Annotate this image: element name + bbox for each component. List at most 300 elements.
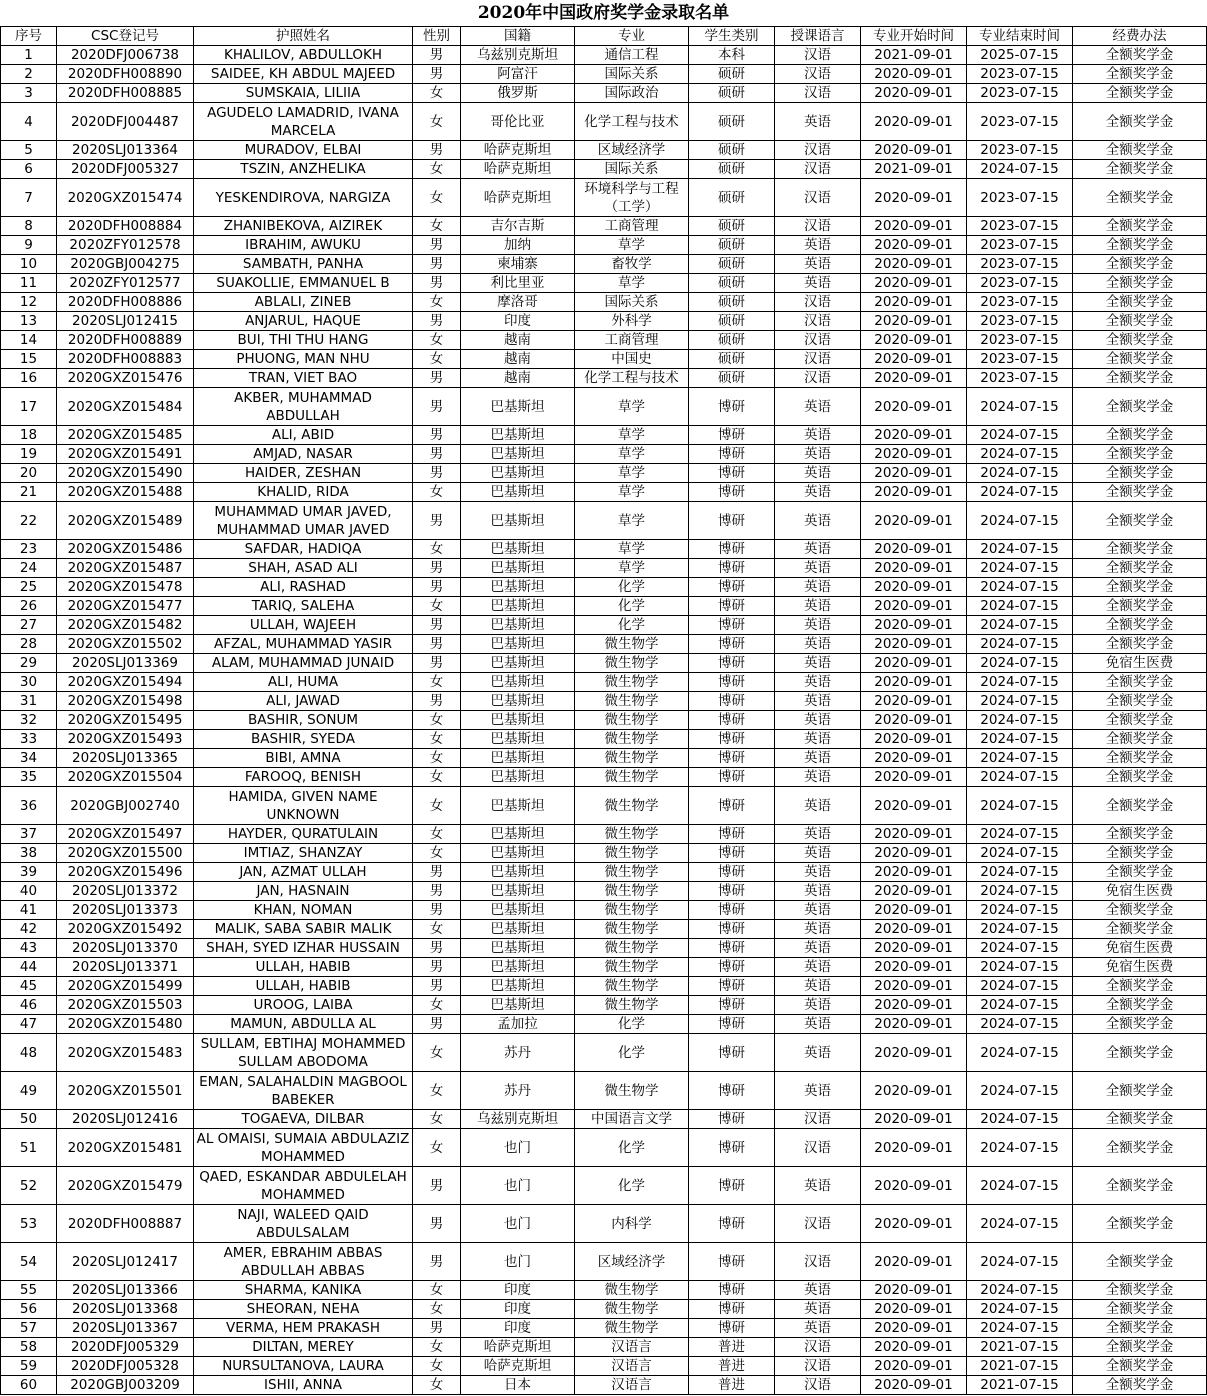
col-major-cell: 化学工程与技术 — [575, 103, 689, 141]
col-nationality-cell: 巴基斯坦 — [461, 388, 575, 426]
col-start-date-cell: 2020-09-01 — [861, 1072, 967, 1110]
col-nationality-cell: 越南 — [461, 331, 575, 350]
col-funding-cell: 全额奖学金 — [1073, 46, 1207, 65]
col-index-cell: 11 — [1, 274, 57, 293]
col-passport-name-cell: NURSULTANOVA, LAURA — [194, 1357, 413, 1376]
col-passport-name-cell: SAMBATH, PANHA — [194, 255, 413, 274]
col-funding-cell: 全额奖学金 — [1073, 996, 1207, 1015]
col-end-date-cell: 2024-07-15 — [967, 1281, 1073, 1300]
col-student-type-cell: 硕研 — [689, 236, 775, 255]
col-gender-cell: 女 — [413, 217, 461, 236]
table-row — [1, 103, 1207, 141]
col-end-date-cell: 2021-07-15 — [967, 1376, 1073, 1395]
col-student-type-cell: 博研 — [689, 1243, 775, 1281]
col-major-cell: 微生物学 — [575, 977, 689, 996]
col-index-cell: 49 — [1, 1072, 57, 1110]
col-csc-id-cell: 2020DFH008890 — [57, 65, 194, 84]
col-index-cell: 30 — [1, 673, 57, 692]
col-funding-cell: 免宿生医费 — [1073, 958, 1207, 977]
col-student-type-cell: 博研 — [689, 635, 775, 654]
col-student-type-cell: 博研 — [689, 920, 775, 939]
col-gender-cell: 男 — [413, 635, 461, 654]
col-start-date-cell: 2020-09-01 — [861, 977, 967, 996]
col-index-cell: 42 — [1, 920, 57, 939]
col-csc-id-cell: 2020GXZ015484 — [57, 388, 194, 426]
col-index-cell: 1 — [1, 46, 57, 65]
col-start-date-cell: 2020-09-01 — [861, 1338, 967, 1357]
col-csc-id-cell: 2020SLJ012416 — [57, 1110, 194, 1129]
col-index-cell: 18 — [1, 426, 57, 445]
col-passport-name-cell: SHAH, ASAD ALI — [194, 559, 413, 578]
col-csc-id-cell: 2020SLJ013373 — [57, 901, 194, 920]
header-col-language: 授课语言 — [775, 27, 861, 46]
col-csc-id-cell: 2020DFJ005329 — [57, 1338, 194, 1357]
col-language-cell: 英语 — [775, 578, 861, 597]
header-col-end-date: 专业结束时间 — [967, 27, 1073, 46]
col-funding-cell: 全额奖学金 — [1073, 84, 1207, 103]
col-index-cell: 26 — [1, 597, 57, 616]
col-funding-cell: 全额奖学金 — [1073, 217, 1207, 236]
col-csc-id-cell: 2020DFH008884 — [57, 217, 194, 236]
col-funding-cell: 全额奖学金 — [1073, 369, 1207, 388]
col-student-type-cell: 博研 — [689, 901, 775, 920]
col-nationality-cell: 阿富汗 — [461, 65, 575, 84]
col-nationality-cell: 巴基斯坦 — [461, 711, 575, 730]
table-row — [1, 1034, 1207, 1072]
col-end-date-cell: 2024-07-15 — [967, 1300, 1073, 1319]
col-gender-cell: 男 — [413, 369, 461, 388]
col-gender-cell: 女 — [413, 160, 461, 179]
col-gender-cell: 女 — [413, 1338, 461, 1357]
col-student-type-cell: 博研 — [689, 882, 775, 901]
col-funding-cell: 全额奖学金 — [1073, 141, 1207, 160]
col-passport-name-cell: ULLAH, WAJEEH — [194, 616, 413, 635]
table-row — [1, 711, 1207, 730]
table-row — [1, 84, 1207, 103]
col-end-date-cell: 2024-07-15 — [967, 483, 1073, 502]
col-funding-cell: 全额奖学金 — [1073, 350, 1207, 369]
col-student-type-cell: 博研 — [689, 445, 775, 464]
col-funding-cell: 全额奖学金 — [1073, 464, 1207, 483]
col-major-cell: 国际关系 — [575, 160, 689, 179]
col-funding-cell: 全额奖学金 — [1073, 540, 1207, 559]
col-passport-name-cell: AKBER, MUHAMMAD ABDULLAH — [194, 388, 413, 426]
col-student-type-cell: 博研 — [689, 1205, 775, 1243]
col-csc-id-cell: 2020SLJ013365 — [57, 749, 194, 768]
col-major-cell: 微生物学 — [575, 749, 689, 768]
col-start-date-cell: 2021-09-01 — [861, 46, 967, 65]
col-csc-id-cell: 2020ZFY012578 — [57, 236, 194, 255]
col-nationality-cell: 俄罗斯 — [461, 84, 575, 103]
col-nationality-cell: 加纳 — [461, 236, 575, 255]
col-index-cell: 39 — [1, 863, 57, 882]
table-row — [1, 939, 1207, 958]
col-gender-cell: 女 — [413, 350, 461, 369]
col-nationality-cell: 摩洛哥 — [461, 293, 575, 312]
col-gender-cell: 男 — [413, 274, 461, 293]
col-funding-cell: 全额奖学金 — [1073, 1281, 1207, 1300]
col-language-cell: 汉语 — [775, 179, 861, 217]
col-passport-name-cell: SUAKOLLIE, EMMANUEL B — [194, 274, 413, 293]
col-passport-name-cell: MURADOV, ELBAI — [194, 141, 413, 160]
col-csc-id-cell: 2020GXZ015477 — [57, 597, 194, 616]
col-csc-id-cell: 2020GXZ015498 — [57, 692, 194, 711]
col-gender-cell: 男 — [413, 863, 461, 882]
col-end-date-cell: 2023-07-15 — [967, 312, 1073, 331]
col-funding-cell: 全额奖学金 — [1073, 1300, 1207, 1319]
header-col-major: 专业 — [575, 27, 689, 46]
header-col-index: 序号 — [1, 27, 57, 46]
col-funding-cell: 全额奖学金 — [1073, 426, 1207, 445]
col-start-date-cell: 2020-09-01 — [861, 65, 967, 84]
col-major-cell: 草学 — [575, 502, 689, 540]
table-row — [1, 236, 1207, 255]
col-index-cell: 37 — [1, 825, 57, 844]
col-end-date-cell: 2024-07-15 — [967, 1015, 1073, 1034]
table-row — [1, 426, 1207, 445]
col-student-type-cell: 博研 — [689, 578, 775, 597]
table-row — [1, 730, 1207, 749]
col-nationality-cell: 巴基斯坦 — [461, 502, 575, 540]
col-end-date-cell: 2024-07-15 — [967, 464, 1073, 483]
col-start-date-cell: 2020-09-01 — [861, 844, 967, 863]
col-language-cell: 英语 — [775, 996, 861, 1015]
col-language-cell: 英语 — [775, 1034, 861, 1072]
col-nationality-cell: 巴基斯坦 — [461, 844, 575, 863]
col-start-date-cell: 2020-09-01 — [861, 1357, 967, 1376]
col-funding-cell: 全额奖学金 — [1073, 1110, 1207, 1129]
col-gender-cell: 女 — [413, 1072, 461, 1110]
col-language-cell: 汉语 — [775, 160, 861, 179]
col-passport-name-cell: ULLAH, HABIB — [194, 977, 413, 996]
col-start-date-cell: 2020-09-01 — [861, 673, 967, 692]
col-student-type-cell: 博研 — [689, 787, 775, 825]
col-index-cell: 36 — [1, 787, 57, 825]
col-student-type-cell: 博研 — [689, 996, 775, 1015]
col-end-date-cell: 2023-07-15 — [967, 141, 1073, 160]
col-csc-id-cell: 2020SLJ012417 — [57, 1243, 194, 1281]
col-student-type-cell: 博研 — [689, 673, 775, 692]
table-row — [1, 1205, 1207, 1243]
col-start-date-cell: 2020-09-01 — [861, 350, 967, 369]
col-index-cell: 56 — [1, 1300, 57, 1319]
col-major-cell: 草学 — [575, 559, 689, 578]
table-row — [1, 331, 1207, 350]
col-funding-cell: 免宿生医费 — [1073, 654, 1207, 673]
col-index-cell: 25 — [1, 578, 57, 597]
col-csc-id-cell: 2020DFH008887 — [57, 1205, 194, 1243]
col-end-date-cell: 2024-07-15 — [967, 1167, 1073, 1205]
col-start-date-cell: 2020-09-01 — [861, 863, 967, 882]
col-gender-cell: 女 — [413, 540, 461, 559]
col-nationality-cell: 哈萨克斯坦 — [461, 141, 575, 160]
col-language-cell: 英语 — [775, 977, 861, 996]
table-row — [1, 1015, 1207, 1034]
col-nationality-cell: 巴基斯坦 — [461, 787, 575, 825]
col-student-type-cell: 博研 — [689, 464, 775, 483]
col-start-date-cell: 2020-09-01 — [861, 483, 967, 502]
col-start-date-cell: 2020-09-01 — [861, 901, 967, 920]
col-index-cell: 22 — [1, 502, 57, 540]
col-funding-cell: 全额奖学金 — [1073, 1129, 1207, 1167]
col-gender-cell: 男 — [413, 901, 461, 920]
col-csc-id-cell: 2020GBJ002740 — [57, 787, 194, 825]
col-start-date-cell: 2020-09-01 — [861, 1129, 967, 1167]
col-passport-name-cell: YESKENDIROVA, NARGIZA — [194, 179, 413, 217]
col-funding-cell: 全额奖学金 — [1073, 1205, 1207, 1243]
col-gender-cell: 男 — [413, 255, 461, 274]
col-student-type-cell: 博研 — [689, 863, 775, 882]
col-gender-cell: 男 — [413, 1243, 461, 1281]
col-gender-cell: 男 — [413, 1319, 461, 1338]
col-student-type-cell: 博研 — [689, 483, 775, 502]
col-major-cell: 通信工程 — [575, 46, 689, 65]
col-funding-cell: 全额奖学金 — [1073, 597, 1207, 616]
col-nationality-cell: 巴基斯坦 — [461, 616, 575, 635]
table-row — [1, 1072, 1207, 1110]
col-gender-cell: 女 — [413, 1034, 461, 1072]
col-start-date-cell: 2020-09-01 — [861, 540, 967, 559]
col-gender-cell: 女 — [413, 1300, 461, 1319]
col-gender-cell: 男 — [413, 502, 461, 540]
col-language-cell: 英语 — [775, 635, 861, 654]
col-passport-name-cell: DILTAN, MEREY — [194, 1338, 413, 1357]
col-gender-cell: 男 — [413, 882, 461, 901]
table-row — [1, 1338, 1207, 1357]
col-language-cell: 英语 — [775, 103, 861, 141]
col-csc-id-cell: 2020DFJ006738 — [57, 46, 194, 65]
col-index-cell: 35 — [1, 768, 57, 787]
col-start-date-cell: 2020-09-01 — [861, 996, 967, 1015]
col-major-cell: 化学 — [575, 578, 689, 597]
col-csc-id-cell: 2020GXZ015497 — [57, 825, 194, 844]
col-major-cell: 草学 — [575, 483, 689, 502]
col-index-cell: 58 — [1, 1338, 57, 1357]
col-passport-name-cell: AL OMAISI, SUMAIA ABDULAZIZ MOHAMMED — [194, 1129, 413, 1167]
col-passport-name-cell: QAED, ESKANDAR ABDULELAH MOHAMMED — [194, 1167, 413, 1205]
col-nationality-cell: 也门 — [461, 1129, 575, 1167]
col-gender-cell: 男 — [413, 1015, 461, 1034]
col-language-cell: 英语 — [775, 882, 861, 901]
col-student-type-cell: 硕研 — [689, 274, 775, 293]
col-funding-cell: 全额奖学金 — [1073, 1376, 1207, 1395]
col-language-cell: 英语 — [775, 445, 861, 464]
col-funding-cell: 全额奖学金 — [1073, 331, 1207, 350]
col-index-cell: 6 — [1, 160, 57, 179]
col-csc-id-cell: 2020GXZ015480 — [57, 1015, 194, 1034]
col-language-cell: 英语 — [775, 1300, 861, 1319]
col-passport-name-cell: BUI, THI THU HANG — [194, 331, 413, 350]
col-funding-cell: 全额奖学金 — [1073, 825, 1207, 844]
col-major-cell: 草学 — [575, 540, 689, 559]
col-start-date-cell: 2020-09-01 — [861, 616, 967, 635]
col-csc-id-cell: 2020GBJ003209 — [57, 1376, 194, 1395]
col-nationality-cell: 巴基斯坦 — [461, 654, 575, 673]
col-csc-id-cell: 2020GXZ015483 — [57, 1034, 194, 1072]
col-language-cell: 英语 — [775, 768, 861, 787]
col-gender-cell: 女 — [413, 103, 461, 141]
col-index-cell: 40 — [1, 882, 57, 901]
col-index-cell: 23 — [1, 540, 57, 559]
col-student-type-cell: 博研 — [689, 749, 775, 768]
col-student-type-cell: 硕研 — [689, 84, 775, 103]
col-passport-name-cell: NAJI, WALEED QAID ABDULSALAM — [194, 1205, 413, 1243]
col-funding-cell: 全额奖学金 — [1073, 920, 1207, 939]
col-nationality-cell: 乌兹别克斯坦 — [461, 1110, 575, 1129]
table-row — [1, 996, 1207, 1015]
col-language-cell: 汉语 — [775, 312, 861, 331]
col-nationality-cell: 巴基斯坦 — [461, 749, 575, 768]
col-major-cell: 国际政治 — [575, 84, 689, 103]
col-gender-cell: 男 — [413, 65, 461, 84]
col-student-type-cell: 博研 — [689, 939, 775, 958]
col-language-cell: 汉语 — [775, 1129, 861, 1167]
col-index-cell: 13 — [1, 312, 57, 331]
col-index-cell: 55 — [1, 1281, 57, 1300]
col-csc-id-cell: 2020SLJ013364 — [57, 141, 194, 160]
col-start-date-cell: 2020-09-01 — [861, 939, 967, 958]
col-csc-id-cell: 2020DFH008886 — [57, 293, 194, 312]
col-gender-cell: 女 — [413, 920, 461, 939]
table-row — [1, 1281, 1207, 1300]
col-funding-cell: 全额奖学金 — [1073, 1338, 1207, 1357]
col-major-cell: 草学 — [575, 445, 689, 464]
col-end-date-cell: 2024-07-15 — [967, 863, 1073, 882]
col-end-date-cell: 2023-07-15 — [967, 65, 1073, 84]
col-major-cell: 微生物学 — [575, 825, 689, 844]
col-passport-name-cell: ABLALI, ZINEB — [194, 293, 413, 312]
col-passport-name-cell: ISHII, ANNA — [194, 1376, 413, 1395]
col-csc-id-cell: 2020GXZ015492 — [57, 920, 194, 939]
col-start-date-cell: 2020-09-01 — [861, 103, 967, 141]
col-major-cell: 化学 — [575, 1167, 689, 1205]
col-csc-id-cell: 2020SLJ013372 — [57, 882, 194, 901]
col-major-cell: 微生物学 — [575, 996, 689, 1015]
col-nationality-cell: 巴基斯坦 — [461, 597, 575, 616]
col-passport-name-cell: IBRAHIM, AWUKU — [194, 236, 413, 255]
col-end-date-cell: 2023-07-15 — [967, 293, 1073, 312]
col-csc-id-cell: 2020DFJ004487 — [57, 103, 194, 141]
col-index-cell: 52 — [1, 1167, 57, 1205]
table-row — [1, 255, 1207, 274]
col-start-date-cell: 2020-09-01 — [861, 578, 967, 597]
col-passport-name-cell: HAMIDA, GIVEN NAME UNKNOWN — [194, 787, 413, 825]
col-student-type-cell: 博研 — [689, 502, 775, 540]
col-csc-id-cell: 2020GBJ004275 — [57, 255, 194, 274]
col-gender-cell: 男 — [413, 654, 461, 673]
col-start-date-cell: 2020-09-01 — [861, 1034, 967, 1072]
col-passport-name-cell: ALI, JAWAD — [194, 692, 413, 711]
table-row — [1, 635, 1207, 654]
col-index-cell: 57 — [1, 1319, 57, 1338]
col-passport-name-cell: KHALILOV, ABDULLOKH — [194, 46, 413, 65]
col-language-cell: 汉语 — [775, 1205, 861, 1243]
col-start-date-cell: 2020-09-01 — [861, 635, 967, 654]
col-index-cell: 51 — [1, 1129, 57, 1167]
col-language-cell: 英语 — [775, 939, 861, 958]
col-csc-id-cell: 2020GXZ015503 — [57, 996, 194, 1015]
col-end-date-cell: 2024-07-15 — [967, 160, 1073, 179]
col-language-cell: 汉语 — [775, 46, 861, 65]
table-row — [1, 274, 1207, 293]
col-gender-cell: 女 — [413, 673, 461, 692]
col-funding-cell: 全额奖学金 — [1073, 1167, 1207, 1205]
col-csc-id-cell: 2020DFJ005327 — [57, 160, 194, 179]
col-nationality-cell: 也门 — [461, 1205, 575, 1243]
col-start-date-cell: 2020-09-01 — [861, 920, 967, 939]
col-passport-name-cell: ZHANIBEKOVA, AIZIREK — [194, 217, 413, 236]
col-index-cell: 29 — [1, 654, 57, 673]
col-passport-name-cell: EMAN, SALAHALDIN MAGBOOL BABEKER — [194, 1072, 413, 1110]
col-language-cell: 英语 — [775, 730, 861, 749]
col-nationality-cell: 巴基斯坦 — [461, 578, 575, 597]
col-student-type-cell: 博研 — [689, 426, 775, 445]
col-student-type-cell: 博研 — [689, 559, 775, 578]
col-language-cell: 汉语 — [775, 65, 861, 84]
col-student-type-cell: 硕研 — [689, 103, 775, 141]
col-index-cell: 33 — [1, 730, 57, 749]
col-student-type-cell: 博研 — [689, 825, 775, 844]
col-funding-cell: 免宿生医费 — [1073, 939, 1207, 958]
col-language-cell: 英语 — [775, 483, 861, 502]
header-col-nationality: 国籍 — [461, 27, 575, 46]
col-funding-cell: 全额奖学金 — [1073, 559, 1207, 578]
col-student-type-cell: 硕研 — [689, 312, 775, 331]
col-major-cell: 草学 — [575, 274, 689, 293]
col-gender-cell: 男 — [413, 1205, 461, 1243]
col-major-cell: 环境科学与工程（工学） — [575, 179, 689, 217]
col-funding-cell: 全额奖学金 — [1073, 749, 1207, 768]
col-student-type-cell: 硕研 — [689, 179, 775, 217]
col-gender-cell: 女 — [413, 293, 461, 312]
col-student-type-cell: 硕研 — [689, 331, 775, 350]
col-start-date-cell: 2020-09-01 — [861, 426, 967, 445]
col-gender-cell: 女 — [413, 768, 461, 787]
table-row — [1, 160, 1207, 179]
col-gender-cell: 男 — [413, 312, 461, 331]
col-student-type-cell: 硕研 — [689, 160, 775, 179]
col-gender-cell: 男 — [413, 939, 461, 958]
header-col-csc-id: CSC登记号 — [57, 27, 194, 46]
col-major-cell: 微生物学 — [575, 958, 689, 977]
col-language-cell: 英语 — [775, 844, 861, 863]
col-language-cell: 英语 — [775, 255, 861, 274]
col-major-cell: 微生物学 — [575, 768, 689, 787]
col-passport-name-cell: ALI, ABID — [194, 426, 413, 445]
col-passport-name-cell: ALAM, MUHAMMAD JUNAID — [194, 654, 413, 673]
table-row — [1, 388, 1207, 426]
col-gender-cell: 女 — [413, 1357, 461, 1376]
col-csc-id-cell: 2020SLJ013371 — [57, 958, 194, 977]
col-index-cell: 44 — [1, 958, 57, 977]
header-col-student-type: 学生类别 — [689, 27, 775, 46]
col-gender-cell: 女 — [413, 179, 461, 217]
col-major-cell: 国际关系 — [575, 65, 689, 84]
col-major-cell: 微生物学 — [575, 692, 689, 711]
col-language-cell: 英语 — [775, 749, 861, 768]
col-passport-name-cell: MALIK, SABA SABIR MALIK — [194, 920, 413, 939]
table-header-row — [1, 27, 1207, 46]
col-start-date-cell: 2020-09-01 — [861, 768, 967, 787]
col-funding-cell: 全额奖学金 — [1073, 1243, 1207, 1281]
col-student-type-cell: 博研 — [689, 844, 775, 863]
col-student-type-cell: 博研 — [689, 540, 775, 559]
col-end-date-cell: 2024-07-15 — [967, 1205, 1073, 1243]
col-funding-cell: 全额奖学金 — [1073, 901, 1207, 920]
col-start-date-cell: 2020-09-01 — [861, 958, 967, 977]
col-start-date-cell: 2020-09-01 — [861, 236, 967, 255]
col-nationality-cell: 柬埔寨 — [461, 255, 575, 274]
